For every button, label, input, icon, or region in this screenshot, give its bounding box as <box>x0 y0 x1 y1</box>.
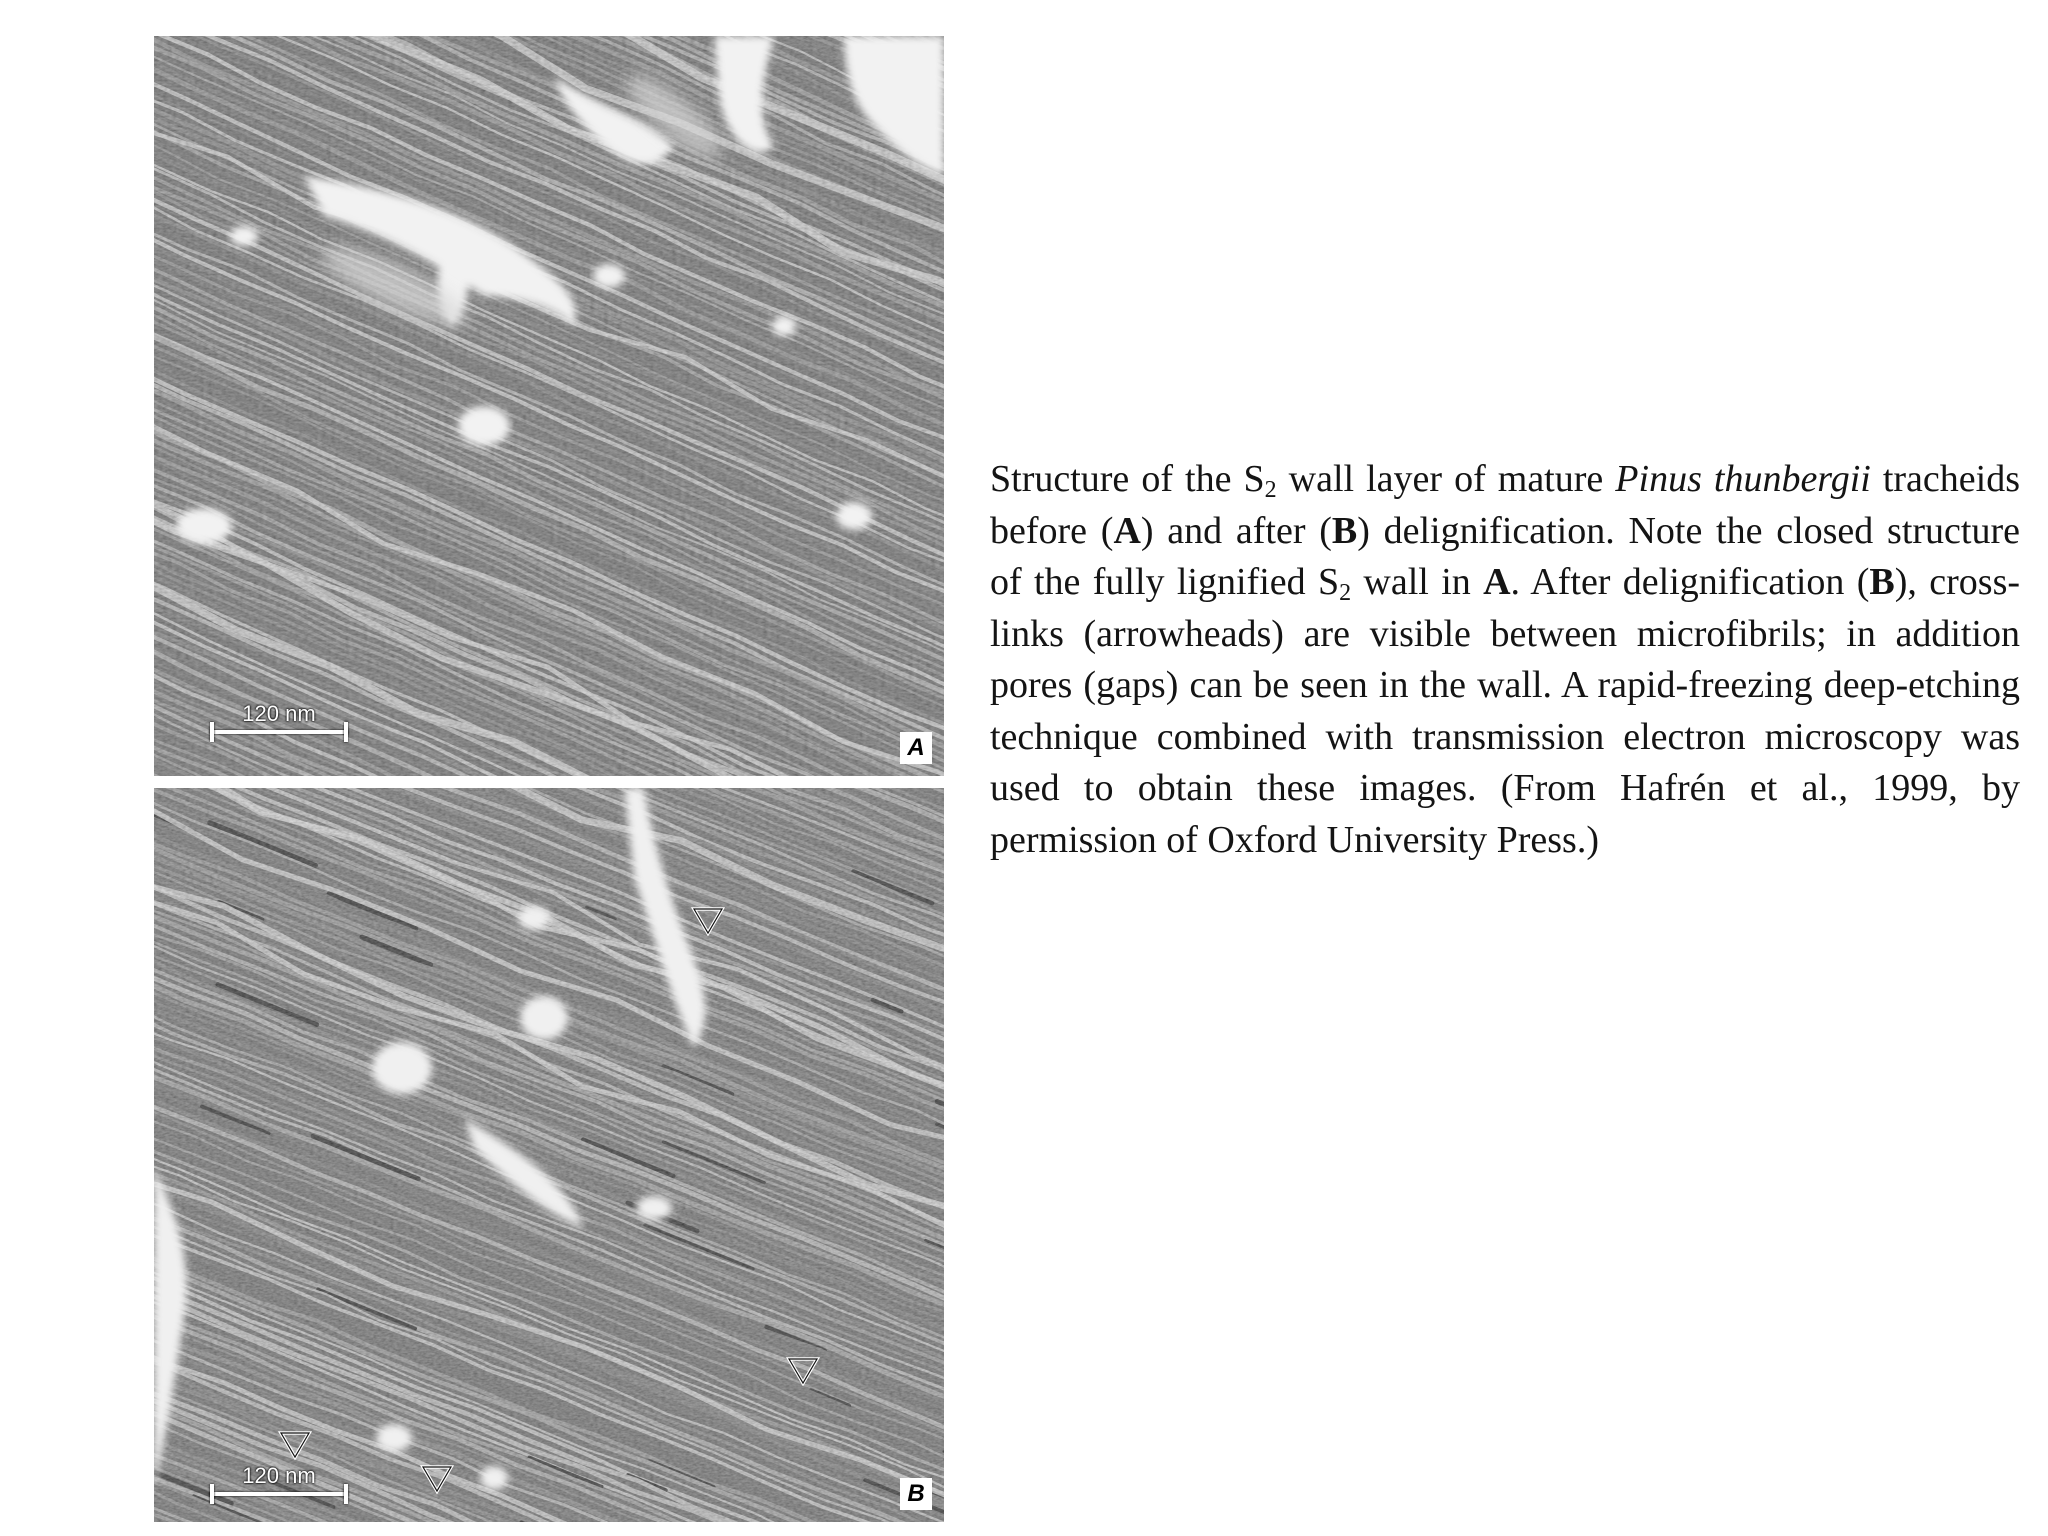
scale-bar-b <box>210 1464 348 1504</box>
caption-segment: ) and after ( <box>1140 509 1332 552</box>
caption-segment: tracheids before ( <box>990 458 2020 552</box>
scale-label-a: 120 nm <box>242 701 316 726</box>
panel-label-b: B <box>900 1478 932 1510</box>
scale-bar-line <box>210 730 348 734</box>
caption-segment: wall in <box>1351 561 1484 603</box>
scale-bar-a <box>210 702 348 742</box>
panel-reference: B <box>1869 561 1895 603</box>
panel-label-a: A <box>900 732 932 764</box>
caption-segment: Structure of the S <box>990 458 1265 500</box>
arrowhead-marker <box>420 1464 454 1494</box>
caption-segment: ) delignification. Note the closed structure of the fully lignified S <box>990 509 2020 603</box>
micrograph-a-image <box>154 36 944 776</box>
figure-caption <box>990 454 2020 866</box>
caption-text <box>990 454 2020 866</box>
scale-label-b: 120 nm <box>242 1463 316 1488</box>
scale-bar-tick <box>210 722 214 742</box>
micrograph-panel-a <box>154 36 944 776</box>
arrowhead-marker <box>278 1430 312 1460</box>
caption-segment: wall layer of mature <box>1276 458 1616 500</box>
subscript: 2 <box>1264 477 1277 503</box>
arrowhead-marker <box>691 906 725 936</box>
figure <box>154 36 944 1522</box>
caption-segment: . After delignification ( <box>1510 561 1870 603</box>
arrowhead-marker <box>786 1356 820 1386</box>
scale-bar-tick <box>344 1484 348 1504</box>
scale-bar-tick <box>210 1484 214 1504</box>
micrograph-b-image <box>154 788 944 1522</box>
species-name: Pinus thunbergii <box>1615 458 1871 500</box>
panel-reference: B <box>1331 509 1358 552</box>
subscript: 2 <box>1339 580 1352 606</box>
scale-bar-line <box>210 1492 348 1496</box>
panel-reference: A <box>1113 509 1141 552</box>
micrograph-panel-b <box>154 788 944 1522</box>
caption-segment: ), cross-links (arrowheads) are visible between microfibrils; in addition pores (gaps) can be seen in the wall. A rapid-freezing deep-etching technique combined with transmission electron microscopy was used to obtain these images. (From Hafrén et al., 1999, by permission of Oxford University Press.) <box>990 561 2021 861</box>
scale-bar-tick <box>344 722 348 742</box>
panel-reference: A <box>1483 561 1511 603</box>
